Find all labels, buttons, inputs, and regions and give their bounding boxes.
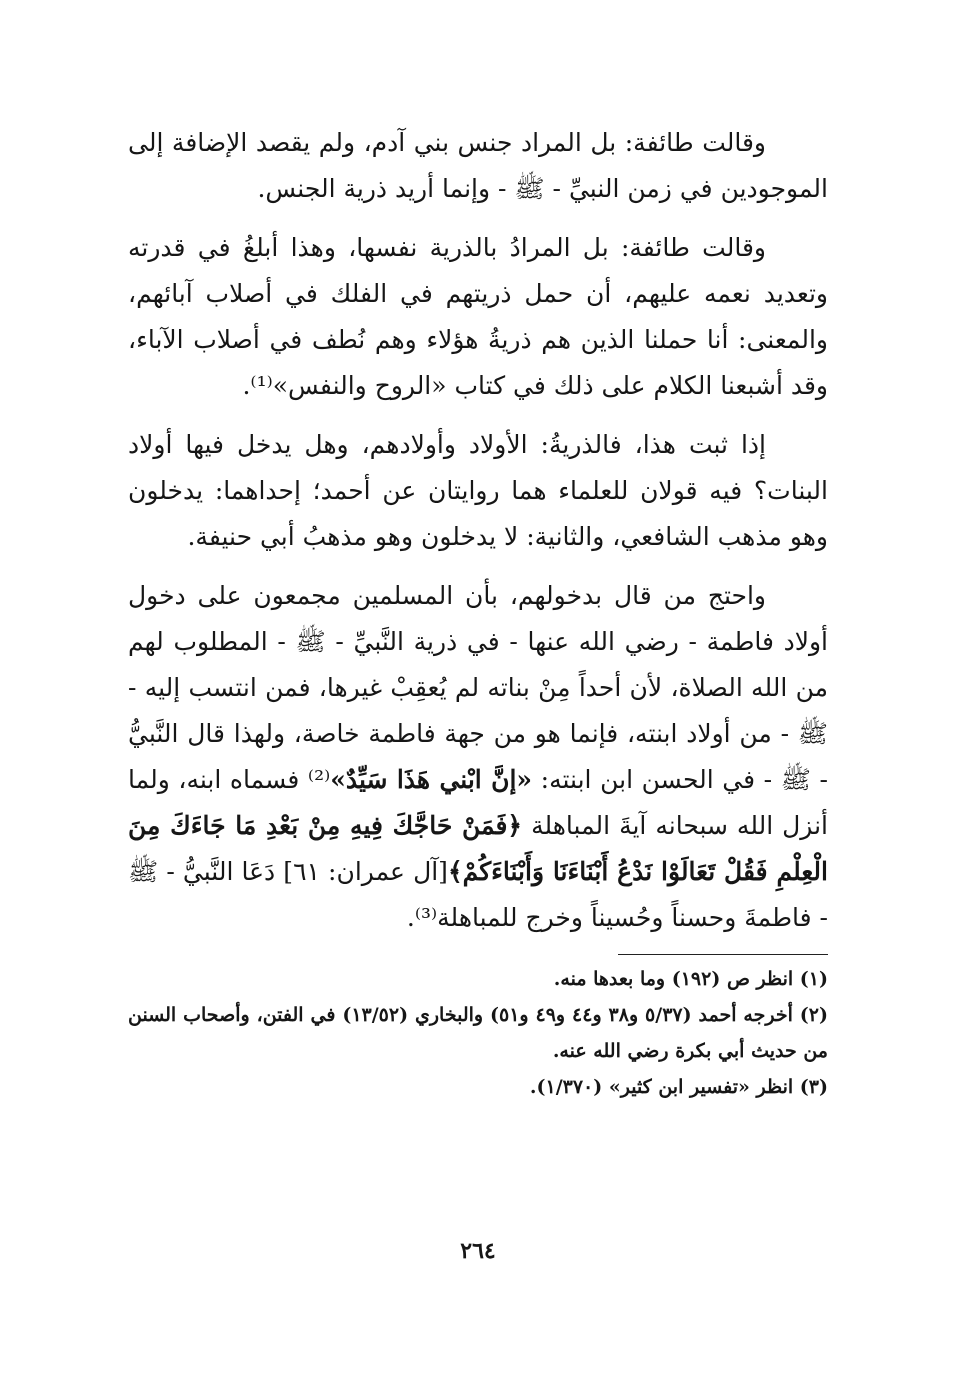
footnotes — [128, 961, 828, 1105]
footnote-1: (١) انظر ص (١٩٢) وما بعدها منه. — [553, 968, 828, 990]
footnote-divider — [618, 954, 828, 955]
paragraph-4-text-1: واحتج من قال بدخولهم، بأن المسلمين مجمعون على دخول أولاد فاطمة - رضي الله عنها - في ذرية النَّبيِّ - ﷺ - المطلوب لهم من الله الصلاة، لأن أحداً مِنْ بناته لم يُعقِبْ غيرها، فمن انتسب إليه - ﷺ - من أولاد ابنته، فإنما هو من جهة فاطمة خاصة، ولهذا قال النَّبيُّ - ﷺ - في الحسن ابن ابنته: — [128, 581, 828, 794]
page-body — [128, 120, 828, 1105]
paragraph-3: إذا ثبت هذا، فالذريةُ: الأولاد وأولادهم، وهل يدخل فيها أولاد البنات؟ فيه قولان للعلماء هما روايتان عن أحمد؛ إحداهما: يدخلون وهو مذهب الشافعي، والثانية: لا يدخلون وهو مذهبُ أبي حنيفة. — [128, 430, 828, 551]
paragraph-1: وقالت طائفة: بل المراد جنس بني آدم، ولم يقصد الإضافة إلى الموجودين في زمن النبيِّ - ﷺ - وإنما أريد ذرية الجنس. — [128, 128, 828, 203]
paragraph-4-text-2: ⁽²⁾ فسماه ابنه، ولما أنزل الله سبحانه آيةَ المباهلة — [128, 765, 828, 840]
hadith-quote: «إنَّ ابْني هَذَا سَيِّدٌ» — [330, 765, 533, 794]
page-number: ٢٦٤ — [460, 1238, 496, 1264]
paragraph-2: وقالت طائفة: بل المرادُ بالذرية نفسها، وهذا أبلغُ في قدرته وتعديد نعمه عليهم، أن حمل ذريتهم في الفلك في أصلاب آبائهم، والمعنى: أنا حملنا الذين هم ذريةُ هؤلاء وهم نُطف في أصلاب الآباء، وقد أشبعنا الكلام على ذلك في كتاب «الروح والنفس»⁽¹⁾. — [128, 233, 828, 400]
footnote-2: (٢) أخرجه أحمد (٥/٣٧ و٣٨ و٤٤ و٤٩ و٥١) والبخاري (١٣/٥٢) في الفتن، وأصحاب السنن من حديث أبي بكرة رضي الله عنه. — [128, 1004, 828, 1062]
quran-verse: ﴿فَمَنْ حَاجَّكَ فِيهِ مِنْ بَعْدِ مَا جَاءَكَ مِنَ الْعِلْمِ فَقُلْ تَعَالَوْا نَدْعُ أَبْنَاءَنَا وَأَبْنَاءَكُمْ﴾ — [128, 811, 829, 886]
paragraph-4-text-3: [آل عمران: ٦١] دَعَا النَّبيُّ - ﷺ - فاطمةَ وحسناً وحُسيناً وخرج للمباهلة⁽³⁾. — [128, 857, 828, 932]
paragraph-4 — [128, 573, 828, 941]
footnote-3: (٣) انظر «تفسير ابن كثير» (١/٣٧٠). — [529, 1076, 828, 1098]
